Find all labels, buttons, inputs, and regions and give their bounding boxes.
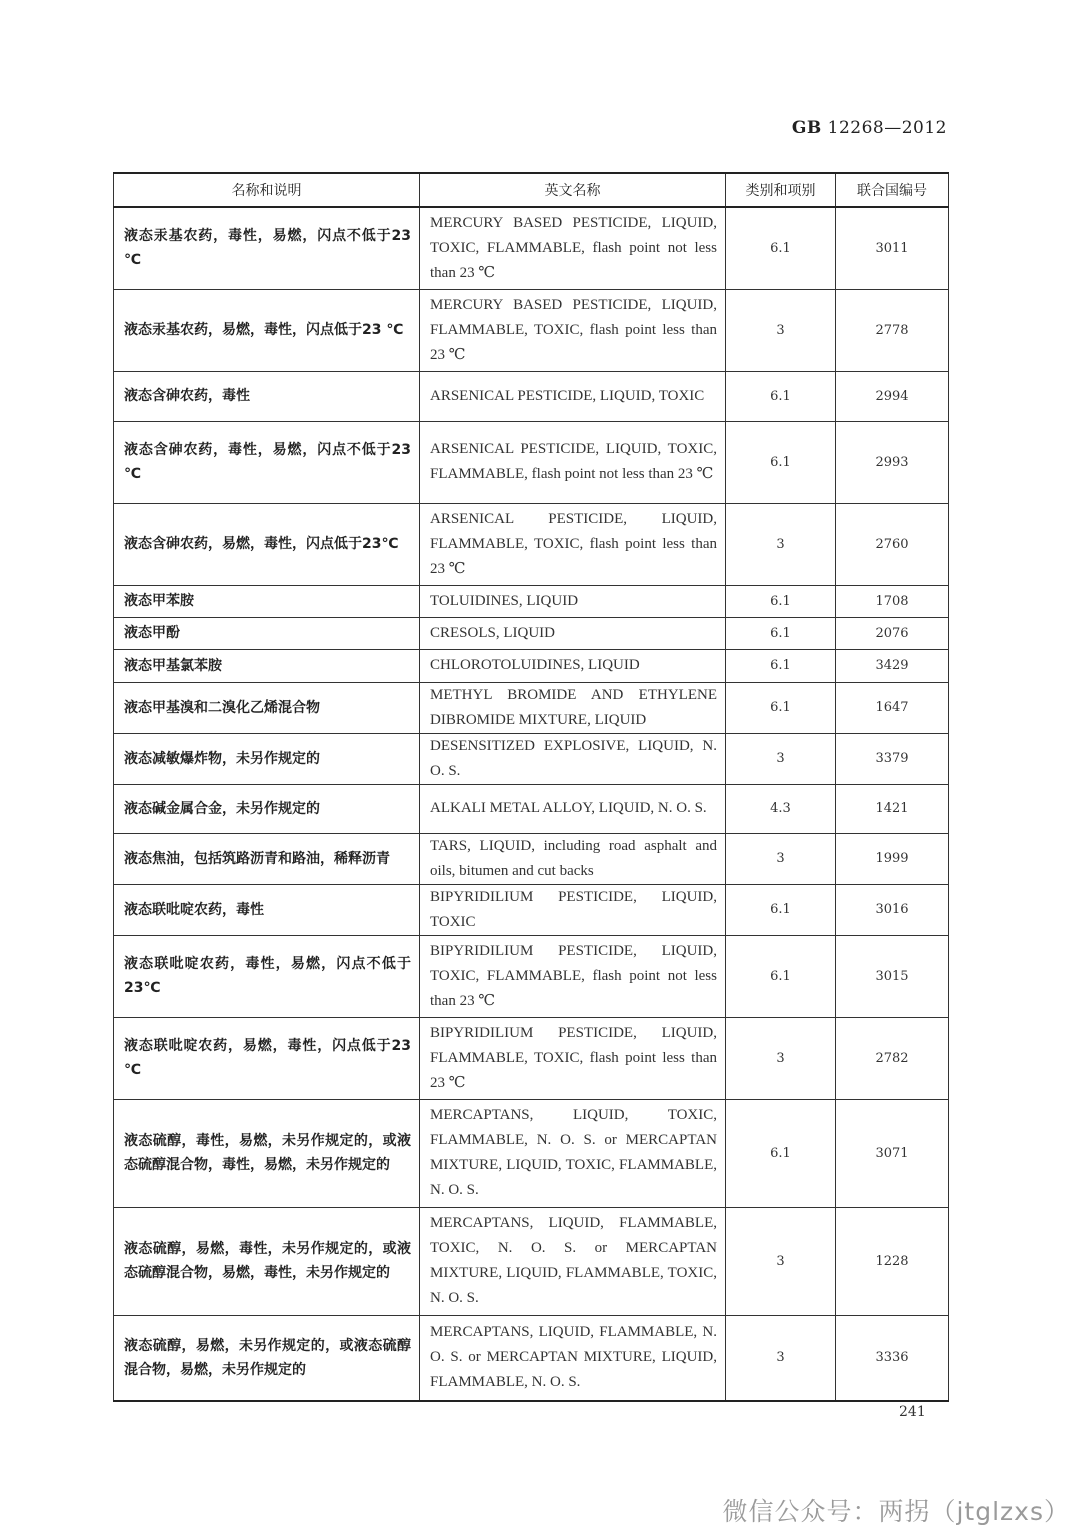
cell-un-number: 1708 bbox=[836, 585, 949, 617]
standard-prefix: GB bbox=[791, 118, 822, 138]
cell-chinese-name: 液态硫醇，毒性，易燃，未另作规定的，或液态硫醇混合物，毒性，易燃，未另作规定的 bbox=[114, 1099, 420, 1207]
cell-un-number: 1999 bbox=[836, 833, 949, 884]
table-row bbox=[114, 371, 949, 421]
cell-chinese-name: 液态甲苯胺 bbox=[114, 585, 420, 617]
cell-english-name: TARS, LIQUID, including road asphalt and oils, bitumen and cut backs bbox=[420, 833, 726, 884]
cell-un-number: 2994 bbox=[836, 371, 949, 421]
table-row bbox=[114, 884, 949, 935]
cell-english-name: ARSENICAL PESTICIDE, LIQUID, FLAMMABLE, TOXIC, flash point less than 23 ℃ bbox=[420, 503, 726, 585]
column-header-name: 名称和说明 bbox=[114, 173, 420, 207]
cell-english-name: MERCAPTANS, LIQUID, FLAMMABLE, TOXIC, N. O. S. or MERCAPTAN MIXTURE, LIQUID, FLAMMABLE, TOXIC, N. O. S. bbox=[420, 1207, 726, 1315]
cell-class: 6.1 bbox=[726, 617, 836, 649]
cell-chinese-name: 液态减敏爆炸物，未另作规定的 bbox=[114, 733, 420, 784]
cell-un-number: 3011 bbox=[836, 207, 949, 289]
cell-class: 3 bbox=[726, 1017, 836, 1099]
cell-english-name: MERCAPTANS, LIQUID, FLAMMABLE, N. O. S. or MERCAPTAN MIXTURE, LIQUID, FLAMMABLE, N. O. S. bbox=[420, 1315, 726, 1401]
table-row bbox=[114, 207, 949, 289]
cell-class: 3 bbox=[726, 1207, 836, 1315]
table-row bbox=[114, 833, 949, 884]
cell-un-number: 1228 bbox=[836, 1207, 949, 1315]
cell-chinese-name: 液态甲酚 bbox=[114, 617, 420, 649]
cell-english-name: TOLUIDINES, LIQUID bbox=[420, 585, 726, 617]
cell-chinese-name: 液态焦油，包括筑路沥青和路油，稀释沥青 bbox=[114, 833, 420, 884]
column-header-un-number: 联合国编号 bbox=[836, 173, 949, 207]
cell-un-number: 3015 bbox=[836, 935, 949, 1017]
cell-english-name: CRESOLS, LIQUID bbox=[420, 617, 726, 649]
table-row bbox=[114, 503, 949, 585]
cell-english-name: BIPYRIDILIUM PESTICIDE, LIQUID, FLAMMABLE, TOXIC, flash point less than 23 ℃ bbox=[420, 1017, 726, 1099]
cell-class: 6.1 bbox=[726, 682, 836, 733]
cell-english-name: ALKALI METAL ALLOY, LIQUID, N. O. S. bbox=[420, 784, 726, 833]
page-number: 241 bbox=[899, 1404, 926, 1420]
cell-class: 3 bbox=[726, 1315, 836, 1401]
table-row bbox=[114, 733, 949, 784]
cell-un-number: 2760 bbox=[836, 503, 949, 585]
cell-chinese-name: 液态汞基农药，毒性，易燃，闪点不低于23 ℃ bbox=[114, 207, 420, 289]
cell-class: 6.1 bbox=[726, 421, 836, 503]
cell-un-number: 2782 bbox=[836, 1017, 949, 1099]
table-row bbox=[114, 1099, 949, 1207]
cell-chinese-name: 液态硫醇，易燃，未另作规定的，或液态硫醇混合物，易燃，未另作规定的 bbox=[114, 1315, 420, 1401]
cell-english-name: DESENSITIZED EXPLOSIVE, LIQUID, N. O. S. bbox=[420, 733, 726, 784]
table-row bbox=[114, 649, 949, 682]
standard-number: 12268—2012 bbox=[827, 118, 947, 138]
table-row bbox=[114, 1315, 949, 1401]
cell-un-number: 3071 bbox=[836, 1099, 949, 1207]
table-row bbox=[114, 617, 949, 649]
table-row bbox=[114, 1207, 949, 1315]
table-row bbox=[114, 935, 949, 1017]
cell-english-name: BIPYRIDILIUM PESTICIDE, LIQUID, TOXIC, FLAMMABLE, flash point not less than 23 ℃ bbox=[420, 935, 726, 1017]
cell-chinese-name: 液态联吡啶农药，毒性，易燃，闪点不低于23℃ bbox=[114, 935, 420, 1017]
cell-class: 3 bbox=[726, 289, 836, 371]
column-header-class: 类别和项别 bbox=[726, 173, 836, 207]
cell-chinese-name: 液态碱金属合金，未另作规定的 bbox=[114, 784, 420, 833]
cell-class: 6.1 bbox=[726, 207, 836, 289]
cell-chinese-name: 液态联吡啶农药，毒性 bbox=[114, 884, 420, 935]
cell-chinese-name: 液态联吡啶农药，易燃，毒性，闪点低于23 ℃ bbox=[114, 1017, 420, 1099]
column-header-english-name: 英文名称 bbox=[420, 173, 726, 207]
standard-code bbox=[792, 118, 947, 138]
cell-un-number: 2993 bbox=[836, 421, 949, 503]
cell-english-name: MERCAPTANS, LIQUID, TOXIC, FLAMMABLE, N. O. S. or MERCAPTAN MIXTURE, LIQUID, TOXIC, FLAMMABLE, N. O. S. bbox=[420, 1099, 726, 1207]
cell-class: 6.1 bbox=[726, 935, 836, 1017]
cell-un-number: 3379 bbox=[836, 733, 949, 784]
cell-chinese-name: 液态甲基溴和二溴化乙烯混合物 bbox=[114, 682, 420, 733]
cell-class: 3 bbox=[726, 833, 836, 884]
cell-class: 4.3 bbox=[726, 784, 836, 833]
table-row bbox=[114, 421, 949, 503]
cell-un-number: 3336 bbox=[836, 1315, 949, 1401]
table-row bbox=[114, 1017, 949, 1099]
cell-english-name: METHYL BROMIDE AND ETHYLENE DIBROMIDE MIXTURE, LIQUID bbox=[420, 682, 726, 733]
cell-un-number: 2076 bbox=[836, 617, 949, 649]
cell-english-name: CHLOROTOLUIDINES, LIQUID bbox=[420, 649, 726, 682]
cell-class: 6.1 bbox=[726, 1099, 836, 1207]
cell-english-name: BIPYRIDILIUM PESTICIDE, LIQUID, TOXIC bbox=[420, 884, 726, 935]
dangerous-goods-table bbox=[113, 172, 949, 1402]
cell-chinese-name: 液态甲基氯苯胺 bbox=[114, 649, 420, 682]
table-row bbox=[114, 585, 949, 617]
table-row bbox=[114, 289, 949, 371]
watermark-text: 微信公众号：两拐（jtglzxs） bbox=[722, 1497, 1070, 1526]
cell-english-name: MERCURY BASED PESTICIDE, LIQUID, FLAMMABLE, TOXIC, flash point less than 23 ℃ bbox=[420, 289, 726, 371]
cell-english-name: MERCURY BASED PESTICIDE, LIQUID, TOXIC, FLAMMABLE, flash point not less than 23 ℃ bbox=[420, 207, 726, 289]
cell-chinese-name: 液态硫醇，易燃，毒性，未另作规定的，或液态硫醇混合物，易燃，毒性，未另作规定的 bbox=[114, 1207, 420, 1315]
cell-chinese-name: 液态含砷农药，易燃，毒性，闪点低于23℃ bbox=[114, 503, 420, 585]
cell-english-name: ARSENICAL PESTICIDE, LIQUID, TOXIC bbox=[420, 371, 726, 421]
table-header-row bbox=[114, 173, 949, 207]
cell-un-number: 1647 bbox=[836, 682, 949, 733]
cell-chinese-name: 液态汞基农药，易燃，毒性，闪点低于23 ℃ bbox=[114, 289, 420, 371]
cell-class: 6.1 bbox=[726, 884, 836, 935]
cell-un-number: 3016 bbox=[836, 884, 949, 935]
cell-un-number: 2778 bbox=[836, 289, 949, 371]
cell-class: 3 bbox=[726, 733, 836, 784]
cell-un-number: 3429 bbox=[836, 649, 949, 682]
cell-chinese-name: 液态含砷农药，毒性，易燃，闪点不低于23 ℃ bbox=[114, 421, 420, 503]
cell-class: 6.1 bbox=[726, 371, 836, 421]
cell-chinese-name: 液态含砷农药，毒性 bbox=[114, 371, 420, 421]
cell-un-number: 1421 bbox=[836, 784, 949, 833]
cell-class: 3 bbox=[726, 503, 836, 585]
cell-english-name: ARSENICAL PESTICIDE, LIQUID, TOXIC, FLAMMABLE, flash point not less than 23 ℃ bbox=[420, 421, 726, 503]
table-row bbox=[114, 784, 949, 833]
cell-class: 6.1 bbox=[726, 649, 836, 682]
cell-class: 6.1 bbox=[726, 585, 836, 617]
table-row bbox=[114, 682, 949, 733]
